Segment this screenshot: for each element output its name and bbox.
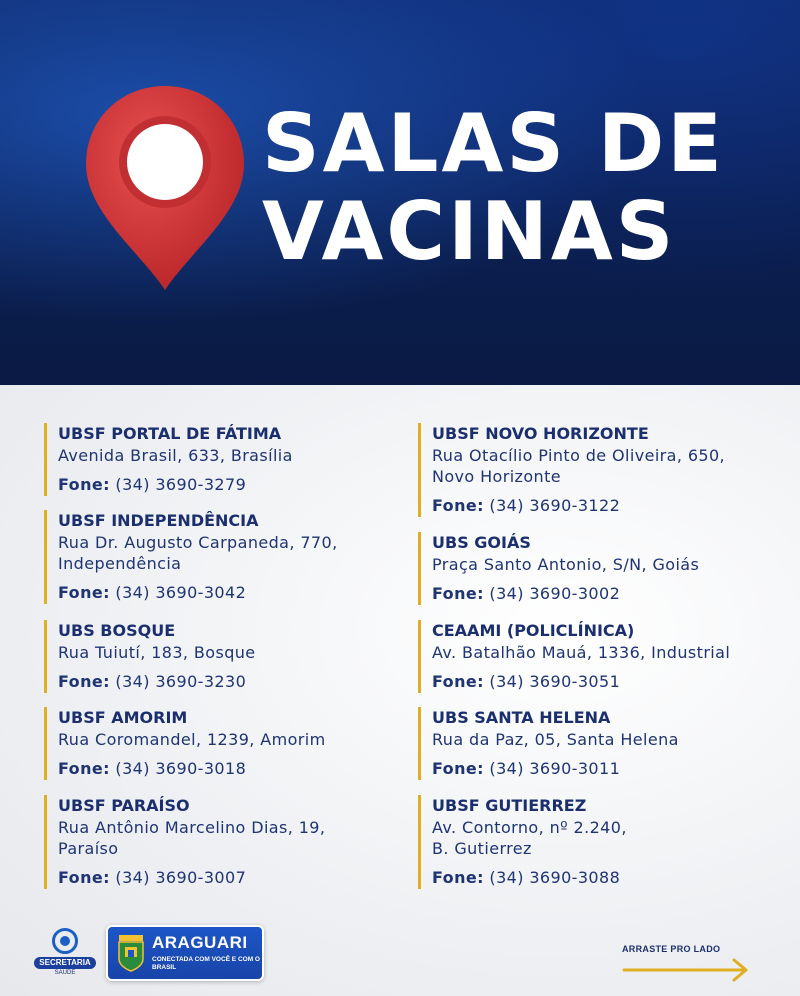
list-item bbox=[44, 510, 338, 604]
phone-label: Fone: bbox=[58, 672, 110, 691]
list-item bbox=[44, 707, 326, 780]
swipe-label: ARRASTE PRO LADO bbox=[622, 944, 721, 954]
title-line-2: VACINAS bbox=[262, 185, 677, 278]
unit-address: Av. Batalhão Mauá, 1336, Industrial bbox=[432, 643, 731, 662]
unit-phone bbox=[58, 758, 326, 780]
unit-phone bbox=[432, 867, 627, 889]
swipe-hint bbox=[622, 944, 762, 984]
unit-phone bbox=[432, 758, 679, 780]
unit-name: UBS BOSQUE bbox=[58, 621, 176, 640]
page-title bbox=[262, 97, 725, 278]
unit-name: UBSF PORTAL DE FÁTIMA bbox=[58, 424, 282, 443]
list-item bbox=[418, 532, 699, 605]
unit-phone bbox=[432, 583, 699, 605]
unit-name: UBSF INDEPENDÊNCIA bbox=[58, 511, 259, 530]
phone-number: (34) 3690-3279 bbox=[115, 475, 247, 494]
phone-number: (34) 3690-3122 bbox=[489, 496, 621, 515]
unit-address-line-2: Paraíso bbox=[58, 839, 119, 858]
unit-name: UBS SANTA HELENA bbox=[432, 708, 611, 727]
unit-phone bbox=[58, 671, 256, 693]
unit-name: UBSF AMORIM bbox=[58, 708, 188, 727]
araguari-logo bbox=[106, 925, 264, 981]
map-pin-icon bbox=[80, 82, 250, 294]
phone-label: Fone: bbox=[432, 496, 484, 515]
unit-address-line-2: Independência bbox=[58, 554, 182, 573]
phone-number: (34) 3690-3088 bbox=[489, 868, 621, 887]
phone-label: Fone: bbox=[58, 583, 110, 602]
unit-address: Av. Contorno, nº 2.240, bbox=[432, 818, 627, 837]
unit-address: Rua Antônio Marcelino Dias, 19, bbox=[58, 818, 326, 837]
hero-banner bbox=[0, 0, 800, 385]
unit-name: UBSF PARAÍSO bbox=[58, 796, 190, 815]
phone-label: Fone: bbox=[432, 672, 484, 691]
unit-address: Praça Santo Antonio, S/N, Goiás bbox=[432, 555, 700, 574]
unit-phone bbox=[432, 495, 725, 517]
phone-number: (34) 3690-3230 bbox=[115, 672, 247, 691]
secretaria-saude-logo bbox=[34, 928, 96, 978]
unit-name: UBS GOIÁS bbox=[432, 533, 531, 552]
saude-label: SAÚDE bbox=[54, 970, 76, 976]
unit-address: Rua Tuiutí, 183, Bosque bbox=[58, 643, 256, 662]
phone-label: Fone: bbox=[432, 868, 484, 887]
unit-address: Avenida Brasil, 633, Brasília bbox=[58, 446, 293, 465]
list-item bbox=[418, 707, 679, 780]
city-tagline: CONECTADA COM VOCÊ E COM O BRASIL bbox=[152, 956, 260, 971]
phone-label: Fone: bbox=[432, 759, 484, 778]
city-brand: ARAGUARI bbox=[152, 933, 248, 952]
unit-address: Rua Otacílio Pinto de Oliveira, 650, bbox=[432, 446, 726, 465]
list-item bbox=[418, 795, 627, 889]
phone-number: (34) 3690-3002 bbox=[489, 584, 621, 603]
unit-address: Rua Dr. Augusto Carpaneda, 770, bbox=[58, 533, 338, 552]
unit-phone bbox=[58, 474, 293, 496]
phone-label: Fone: bbox=[58, 868, 110, 887]
list-item bbox=[418, 620, 730, 693]
list-item bbox=[44, 795, 325, 889]
list-item bbox=[44, 620, 256, 693]
phone-number: (34) 3690-3007 bbox=[115, 868, 247, 887]
unit-address-line-2: B. Gutierrez bbox=[432, 839, 532, 858]
unit-phone bbox=[58, 582, 338, 604]
secretaria-badge: SECRETARIA bbox=[34, 957, 96, 969]
unit-address: Rua da Paz, 05, Santa Helena bbox=[432, 730, 679, 749]
unit-name: UBSF GUTIERREZ bbox=[432, 796, 587, 815]
title-line-1: SALAS DE bbox=[262, 97, 725, 190]
health-logo-icon bbox=[52, 928, 78, 954]
phone-label: Fone: bbox=[58, 759, 110, 778]
unit-phone bbox=[58, 867, 325, 889]
unit-phone bbox=[432, 671, 730, 693]
phone-number: (34) 3690-3042 bbox=[115, 583, 247, 602]
unit-address-line-2: Novo Horizonte bbox=[432, 467, 561, 486]
city-crest-icon bbox=[116, 933, 146, 973]
list-item bbox=[418, 423, 725, 517]
phone-label: Fone: bbox=[432, 584, 484, 603]
phone-label: Fone: bbox=[58, 475, 110, 494]
unit-name: CEAAMI (POLICLÍNICA) bbox=[432, 621, 635, 640]
unit-address: Rua Coromandel, 1239, Amorim bbox=[58, 730, 326, 749]
phone-number: (34) 3690-3018 bbox=[115, 759, 247, 778]
list-item bbox=[44, 423, 293, 496]
unit-name: UBSF NOVO HORIZONTE bbox=[432, 424, 649, 443]
phone-number: (34) 3690-3011 bbox=[489, 759, 621, 778]
arrow-right-icon bbox=[622, 952, 754, 982]
phone-number: (34) 3690-3051 bbox=[489, 672, 621, 691]
